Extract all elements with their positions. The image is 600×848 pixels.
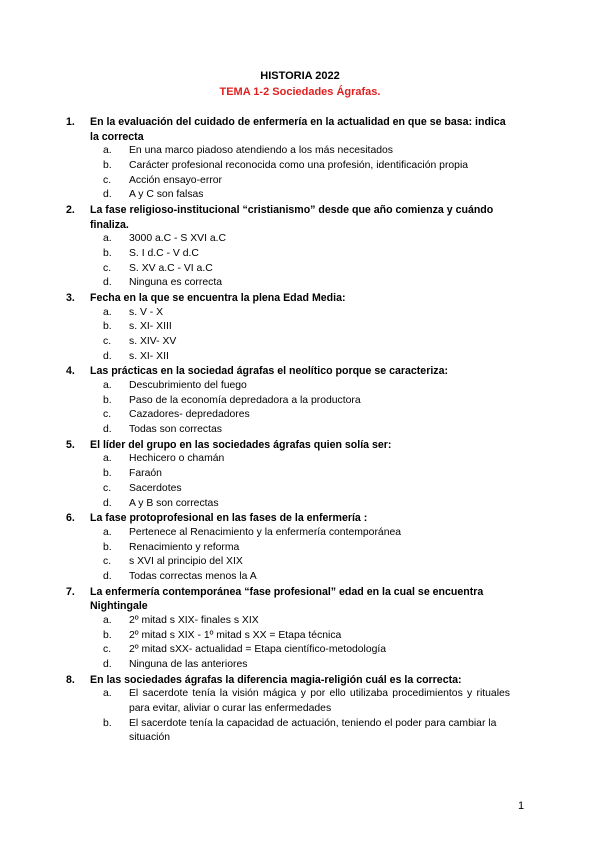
page-number: 1 xyxy=(518,800,525,812)
option-letter: b. xyxy=(103,629,112,641)
option-letter: b. xyxy=(103,541,112,553)
option-text: Ninguna de las anteriores xyxy=(129,658,248,670)
question-text: Las prácticas en la sociedad ágrafas el neolítico porque se caracteriza: xyxy=(90,365,448,378)
answer-option xyxy=(103,262,510,277)
option-text: A y C son falsas xyxy=(129,189,204,201)
question-text: La enfermería contemporánea “fase profesional” edad en la cual se encuentra Nightingale xyxy=(90,585,484,613)
option-letter: a. xyxy=(103,614,112,626)
option-text: s. XI- XIII xyxy=(129,321,172,333)
answer-option xyxy=(103,570,510,585)
question-text: En las sociedades ágrafas la diferencia magia-religión cuál es la correcta: xyxy=(90,673,462,686)
option-letter: b. xyxy=(103,159,112,171)
question-number: 3. xyxy=(66,292,75,304)
option-letter: c. xyxy=(103,644,112,656)
option-text: Faraón xyxy=(129,468,162,480)
option-text: El sacerdote tenía la visión mágica y por ello utilizaba procedimientos y rituales para evitar, aliviar o curar las enfermedades xyxy=(129,688,510,714)
answer-option xyxy=(103,320,510,335)
answer-option xyxy=(103,188,510,203)
question-number: 5. xyxy=(66,438,75,451)
option-text: Renacimiento y reforma xyxy=(129,541,240,553)
answer-option xyxy=(103,159,510,174)
option-letter: d. xyxy=(103,570,112,582)
answer-option xyxy=(103,394,510,409)
option-letter: c. xyxy=(103,174,112,186)
option-text: En una marco piadoso atendiendo a los más necesitados xyxy=(129,145,393,157)
answer-option xyxy=(103,658,510,673)
option-letter: a. xyxy=(103,688,112,700)
option-letter: b. xyxy=(103,468,112,480)
option-text: Pertenece al Renacimiento y la enfermería contemporánea xyxy=(129,526,402,538)
answer-option xyxy=(103,555,510,570)
option-text: Cazadores- depredadores xyxy=(129,409,250,421)
option-letter: c. xyxy=(103,556,112,568)
option-letter: b. xyxy=(103,247,112,259)
option-text: Ninguna es correcta xyxy=(129,277,222,289)
option-text: s. V - X xyxy=(129,306,164,318)
question-text: La fase protoprofesional en las fases de la enfermería : xyxy=(90,512,368,525)
option-text: A y B son correctas xyxy=(129,497,219,509)
option-letter: b. xyxy=(103,321,112,333)
question-text: La fase religioso-institucional “cristianismo” desde que año comienza y cuándo finaliza. xyxy=(90,204,494,231)
answer-option xyxy=(103,497,510,512)
option-text: 3000 a.C - S XVI a.C xyxy=(129,233,227,245)
answer-option xyxy=(103,452,510,467)
option-text: Hechicero o chamán xyxy=(129,453,225,465)
question-text: Fecha en la que se encuentra la plena Edad Media: xyxy=(90,292,346,304)
question-number: 7. xyxy=(66,585,75,598)
question-item xyxy=(66,511,510,584)
option-letter: a. xyxy=(103,453,112,465)
option-letter: c. xyxy=(103,409,112,421)
document-title: HISTORIA 2022 xyxy=(260,70,340,82)
option-list xyxy=(90,614,510,673)
question-text: El líder del grupo en las sociedades ágrafas quien solía ser: xyxy=(90,438,392,451)
option-letter: c. xyxy=(103,482,112,494)
question-item xyxy=(66,364,510,437)
answer-option xyxy=(103,526,510,541)
option-letter: d. xyxy=(103,424,112,436)
option-list xyxy=(90,232,510,291)
option-text: 2º mitad sXX- actualidad = Etapa científico-metodología xyxy=(129,644,387,656)
answer-option xyxy=(103,174,510,189)
question-number: 2. xyxy=(66,204,75,216)
answer-option xyxy=(103,247,510,262)
question-item xyxy=(66,438,510,511)
option-text: Todas son correctas xyxy=(129,424,222,436)
question-item xyxy=(66,673,510,746)
answer-option xyxy=(103,717,510,746)
answer-option xyxy=(103,276,510,291)
question-number: 1. xyxy=(66,116,75,128)
option-letter: d. xyxy=(103,658,112,670)
option-list xyxy=(90,687,510,746)
answer-option xyxy=(103,350,510,365)
answer-option xyxy=(103,423,510,438)
option-text: s. XI- XII xyxy=(129,350,169,362)
option-letter: d. xyxy=(103,350,112,362)
question-number: 8. xyxy=(66,673,75,686)
option-letter: a. xyxy=(103,526,112,538)
answer-option xyxy=(103,614,510,629)
answer-option xyxy=(103,379,510,394)
option-list xyxy=(90,526,510,585)
option-text: S. I d.C - V d.C xyxy=(129,247,199,259)
option-text: 2º mitad s XIX - 1º mitad s XX = Etapa técnica xyxy=(129,629,342,641)
option-letter: b. xyxy=(103,394,112,406)
answer-option xyxy=(103,335,510,350)
answer-option xyxy=(103,687,510,716)
question-number: 6. xyxy=(66,512,75,525)
option-list xyxy=(90,144,510,203)
option-letter: b. xyxy=(103,717,112,729)
option-letter: a. xyxy=(103,380,112,391)
question-text: En la evaluación del cuidado de enfermería en la actualidad en que se basa: indica la correcta xyxy=(90,116,506,143)
option-text: Sacerdotes xyxy=(129,482,182,494)
option-letter: a. xyxy=(103,306,112,318)
option-letter: c. xyxy=(103,262,112,274)
option-text: 2º mitad s XIX- finales s XIX xyxy=(129,614,259,626)
answer-option xyxy=(103,467,510,482)
option-text: s XVI al principio del XIX xyxy=(129,556,243,568)
question-item xyxy=(66,115,510,203)
option-list xyxy=(90,379,510,438)
question-list xyxy=(66,115,510,746)
option-text: Acción ensayo-error xyxy=(129,174,222,186)
option-text: Descubrimiento del fuego xyxy=(129,380,247,391)
answer-option xyxy=(103,306,510,321)
option-text: Todas correctas menos la A xyxy=(129,570,257,582)
answer-option xyxy=(103,643,510,658)
answer-option xyxy=(103,408,510,423)
question-item xyxy=(66,291,510,364)
option-letter: a. xyxy=(103,145,112,157)
option-letter: d. xyxy=(103,277,112,289)
answer-option xyxy=(103,232,510,247)
option-text: S. XV a.C - VI a.C xyxy=(129,262,213,274)
question-item xyxy=(66,203,510,291)
option-letter: c. xyxy=(103,336,112,347)
option-letter: a. xyxy=(103,233,112,245)
option-list xyxy=(90,452,510,511)
option-letter: d. xyxy=(103,497,112,509)
answer-option xyxy=(103,629,510,644)
option-list xyxy=(90,306,510,365)
option-letter: d. xyxy=(103,189,112,201)
option-text: Carácter profesional reconocida como una profesión, identificación propia xyxy=(129,159,469,171)
option-text: s. XIV- XV xyxy=(129,336,177,347)
option-text: Paso de la economía depredadora a la productora xyxy=(129,394,361,406)
question-item xyxy=(66,585,510,673)
document-subtitle: TEMA 1-2 Sociedades Ágrafas. xyxy=(219,86,381,98)
question-number: 4. xyxy=(66,365,75,378)
option-text: El sacerdote tenía la capacidad de actuación, teniendo el poder para cambiar la situación xyxy=(129,717,497,744)
answer-option xyxy=(103,482,510,497)
answer-option xyxy=(103,144,510,159)
answer-option xyxy=(103,541,510,556)
